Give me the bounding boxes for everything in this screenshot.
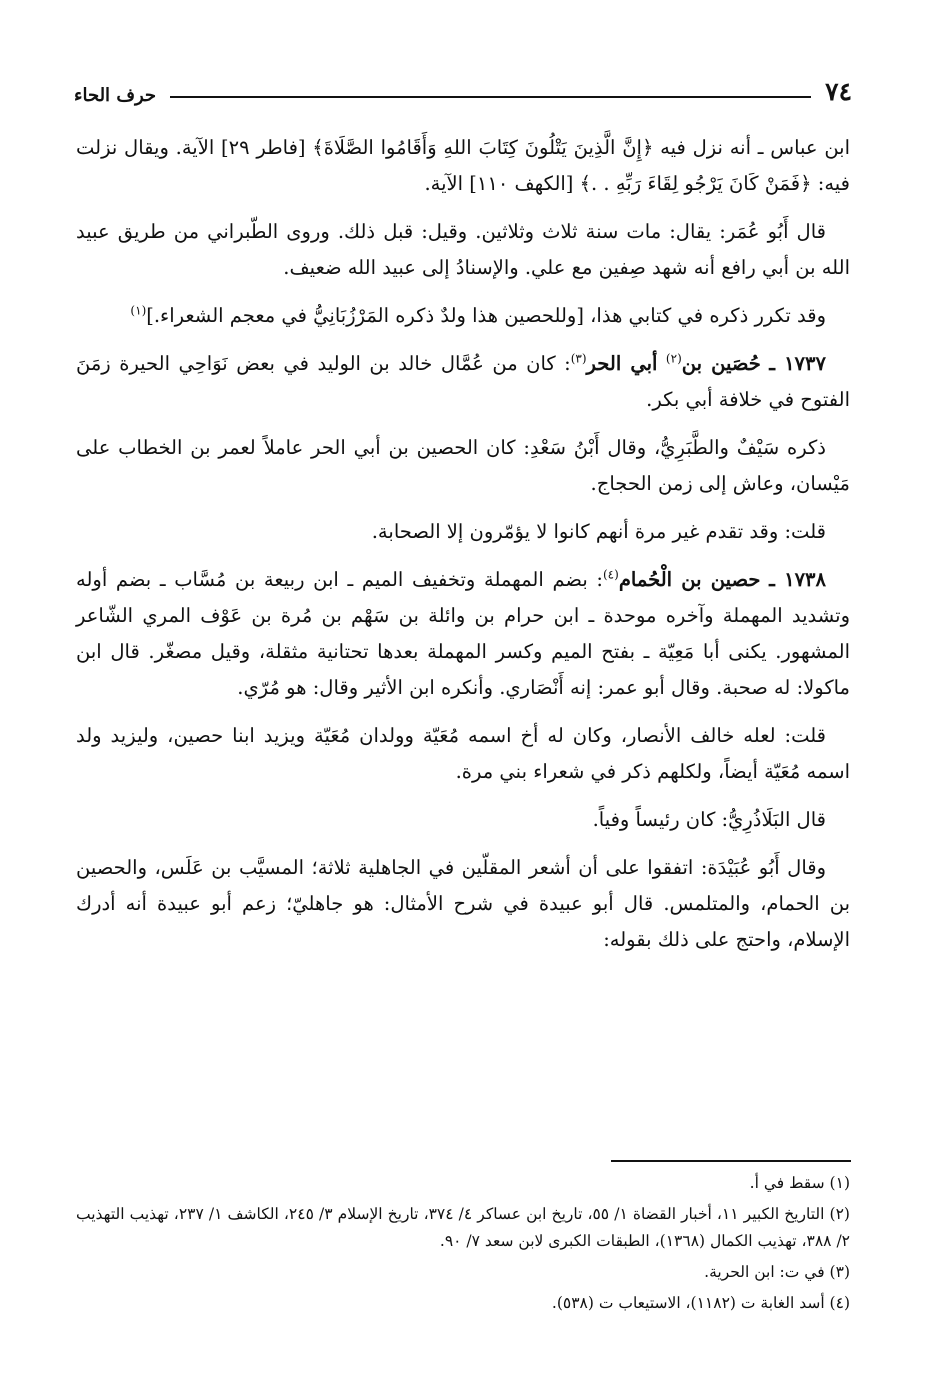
chapter-title: حرف الحاء — [74, 85, 157, 106]
entry-number: ١٧٣٧ ـ — [769, 352, 826, 375]
main-text — [76, 130, 850, 970]
footnote-marker: (٣) — [570, 351, 587, 366]
entry-name: حصين بن الْحُمام — [618, 568, 761, 591]
footnote-separator — [611, 1160, 851, 1162]
entry-number: ١٧٣٨ ـ — [769, 568, 827, 591]
paragraph-text: وقد تكرر ذكره في كتابي هذا، [وللحصين هذا ولدٌ ذكره المَرْزُبَانِيُّ في معجم الشعراء.] — [146, 304, 826, 327]
footnotes — [76, 1170, 850, 1321]
footnote-marker: (٤) — [602, 567, 619, 582]
paragraph: قال البَلَاذُرِيُّ: كان رئيساً وفياً. — [592, 808, 826, 831]
footnote: (١) سقط في أ. — [749, 1174, 850, 1192]
entry-1738 — [76, 562, 850, 706]
entry-name-2: أبي الحر — [586, 352, 658, 375]
paragraph: قلت: لعله خالف الأنصار، وكان له أخ اسمه مُعَيّة وولدان مُعَيّة ويزيد ابنا حصين، وليزيد ولد اسمه مُعَيّة أيضاً، ولكلهم ذكر في شعراء بني مرة. — [76, 724, 850, 783]
footnote: (٤) أسد الغابة ت (١١٨٢)، الاستيعاب ت (٥٣٨). — [551, 1294, 850, 1312]
entry-name: حُصَين بن — [681, 352, 761, 375]
paragraph: قلت: وقد تقدم غير مرة أنهم كانوا لا يؤمّرون إلا الصحابة. — [371, 520, 826, 543]
page-number: ٧٤ — [825, 77, 852, 106]
footnote: (٣) في ت: ابن الحرية. — [704, 1263, 850, 1281]
entry-1737 — [76, 346, 850, 418]
footnote-marker: (٢) — [665, 351, 682, 366]
entry-text: : كان من عُمَّال خالد بن الوليد في بعض نَوَاحِي الحيرة زمَنَ الفتوح في خلافة أبي بكر. — [76, 352, 850, 411]
page-header — [74, 66, 852, 106]
footnote-marker: (١) — [130, 303, 147, 318]
paragraph — [76, 298, 850, 334]
paragraph: قال أَبُو عُمَر: يقال: مات سنة ثلاث وثلاثين. وقيل: قبل ذلك. وروى الطّبراني من طريق عبيد الله بن أبي رافع أنه شهد صِفين مع علي. والإسنادُ إلى عبيد الله ضعيف. — [76, 220, 850, 279]
paragraph: ابن عباس ـ أنه نزل فيه ﴿إِنَّ الَّذِينَ يَتْلُونَ كِتَابَ اللهِ وَأَقَامُوا الصَّلَاةَ﴾ [فاطر ٢٩] الآية. ويقال نزلت فيه: ﴿فَمَنْ كَانَ يَرْجُو لِقَاءَ رَبِّهِ . .﴾ [الكهف ١١٠] الآية. — [76, 136, 851, 195]
footnote: (٢) التاريخ الكبير ١١، أخبار القضاة ١/ ٥٥، تاريخ ابن عساكر ٤/ ٣٧٤، تاريخ الإسلام ٣/ ٢٤٥، الكاشف ١/ ٢٣٧، تهذيب التهذيب ٢/ ٣٨٨، تهذيب الكمال (١٣٦٨)، الطبقات الكبرى لابن سعد ٧/ ٩٠. — [76, 1205, 850, 1250]
paragraph: وقال أَبُو عُبَيْدَة: اتفقوا على أن أشعر المقلّين في الجاهلية ثلاثة؛ المسيَّب بن عَلَس، والحصين بن الحمام، والمتلمس. قال أبو عبيدة في شرح الأمثال: هو جاهليّ؛ زعم أبو عبيدة أنه أدرك الإسلام، واحتج على ذلك بقوله: — [76, 856, 850, 951]
entry-text: : بضم المهملة وتخفيف الميم ـ ابن ربيعة بن مُسَّاب ـ بضم أوله وتشديد المهملة وآخره موحدة ـ ابن حرام بن وائلة بن سَهْم بن مُرة بن عَوْف المري الشّاعر المشهور. يكنى أبا مَعِيّة ـ بفتح الميم وكسر المهملة بعدها تحتانية مثقلة، وقيل مصغّر. قال ابن ماكولا: له صحبة. وقال أبو عمر: إنه أَنْصَاري. وأنكره ابن الأثير وقال: هو مُرّي. — [76, 568, 850, 699]
paragraph: ذكره سَيْفٌ والطَّبَرِيُّ، وقال أَبْنُ سَعْدِ: كان الحصين بن أبي الحر عاملاً لعمر بن الخطاب على مَيْسان، وعاش إلى زمن الحجاج. — [76, 436, 850, 495]
header-rule — [170, 96, 811, 98]
